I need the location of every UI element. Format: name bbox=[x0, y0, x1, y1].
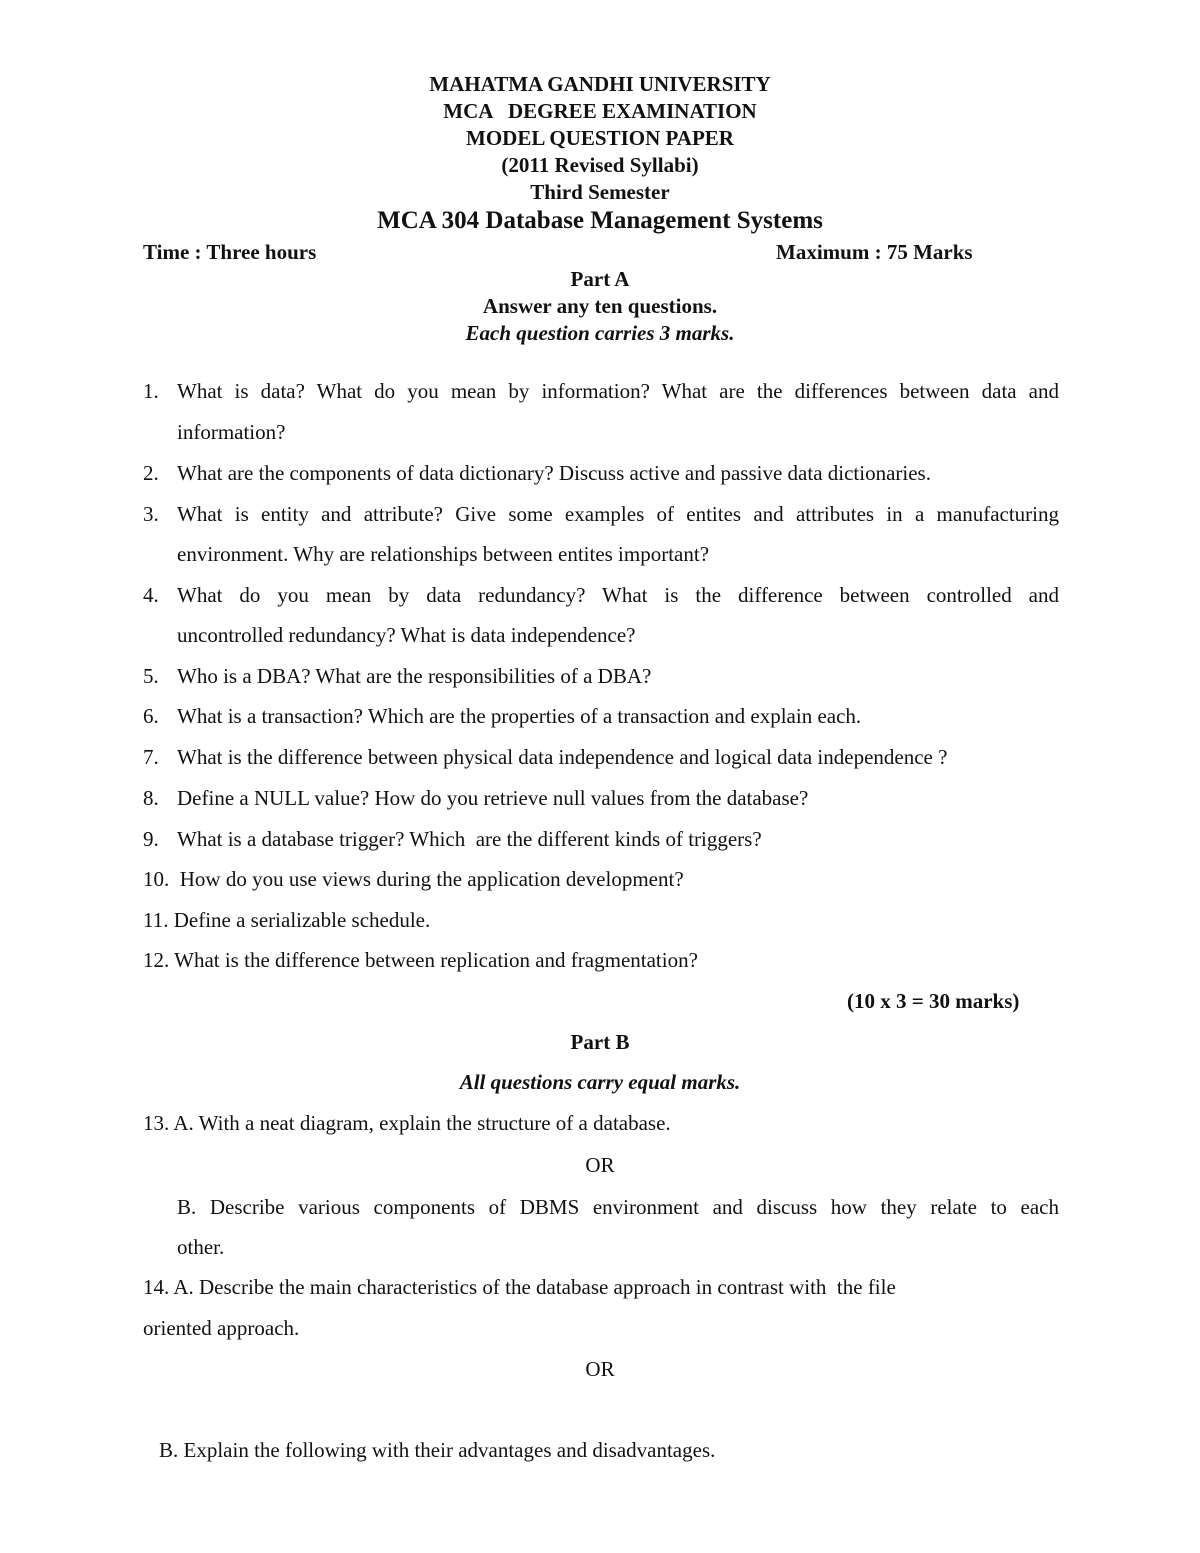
question-text: What is a transaction? Which are the properties of a transaction and explain each. bbox=[177, 704, 862, 728]
part-a-marks-note: Each question carries 3 marks. bbox=[465, 321, 735, 345]
course-title: MCA 304 Database Management Systems bbox=[377, 207, 823, 234]
maximum-marks: Maximum : 75 Marks bbox=[776, 240, 973, 264]
question-14b: B. Explain the following with their advantages and disadvantages. bbox=[159, 1438, 716, 1462]
time-allowed: Time : Three hours bbox=[143, 240, 317, 264]
question-number: 2. bbox=[143, 461, 159, 485]
question-13b: B. Describe various components of DBMS environment and discuss how they relate to each bbox=[177, 1195, 1059, 1219]
question-text: Define a NULL value? How do you retrieve null values from the database? bbox=[177, 786, 809, 810]
question-text: What is the difference between physical data independence and logical data independence ? bbox=[177, 745, 948, 769]
question-number: 9. bbox=[143, 827, 159, 851]
part-a-total-marks: (10 x 3 = 30 marks) bbox=[847, 989, 1020, 1013]
paper-type: MODEL QUESTION PAPER bbox=[466, 126, 734, 150]
question-13a: 13. A. With a neat diagram, explain the structure of a database. bbox=[143, 1111, 671, 1135]
question-12: 12. What is the difference between replication and fragmentation? bbox=[143, 948, 698, 972]
question-text: What is entity and attribute? Give some examples of entites and attributes in a manufacturing bbox=[177, 502, 1059, 526]
part-b-instruction: All questions carry equal marks. bbox=[459, 1070, 741, 1094]
question-14a-continued: oriented approach. bbox=[143, 1316, 300, 1340]
question-text: What is data? What do you mean by information? What are the differences between data and bbox=[177, 379, 1059, 403]
question-number: 4. bbox=[143, 583, 159, 607]
question-text: What is a database trigger? Which are the different kinds of triggers? bbox=[177, 827, 762, 851]
question-13b-continued: other. bbox=[177, 1235, 225, 1259]
question-number: 7. bbox=[143, 745, 159, 769]
question-text-continued: uncontrolled redundancy? What is data independence? bbox=[177, 623, 636, 647]
question-number: 6. bbox=[143, 704, 159, 728]
question-number: 3. bbox=[143, 502, 159, 526]
question-text-continued: information? bbox=[177, 420, 286, 444]
question-number: 8. bbox=[143, 786, 159, 810]
exam-name: MCA DEGREE EXAMINATION bbox=[443, 99, 757, 123]
question-number: 1. bbox=[143, 379, 159, 403]
part-a-title: Part A bbox=[570, 267, 630, 291]
part-b-title: Part B bbox=[570, 1030, 630, 1054]
question-14a: 14. A. Describe the main characteristics of the database approach in contrast with the file bbox=[143, 1275, 896, 1299]
or-separator: OR bbox=[585, 1153, 615, 1177]
university-name: MAHATMA GANDHI UNIVERSITY bbox=[429, 72, 771, 96]
part-a-instruction: Answer any ten questions. bbox=[482, 294, 718, 318]
semester-label: Third Semester bbox=[530, 180, 670, 204]
or-separator: OR bbox=[585, 1357, 615, 1381]
question-number: 5. bbox=[143, 664, 159, 688]
syllabus-note: (2011 Revised Syllabi) bbox=[501, 153, 699, 177]
question-text-continued: environment. Why are relationships between entites important? bbox=[177, 542, 710, 566]
question-11: 11. Define a serializable schedule. bbox=[143, 908, 431, 932]
question-text: What do you mean by data redundancy? What is the difference between controlled and bbox=[177, 583, 1059, 607]
question-text: Who is a DBA? What are the responsibilities of a DBA? bbox=[177, 664, 652, 688]
question-text: What are the components of data dictionary? Discuss active and passive data dictionaries. bbox=[177, 461, 931, 485]
question-10: 10. How do you use views during the application development? bbox=[143, 867, 684, 891]
